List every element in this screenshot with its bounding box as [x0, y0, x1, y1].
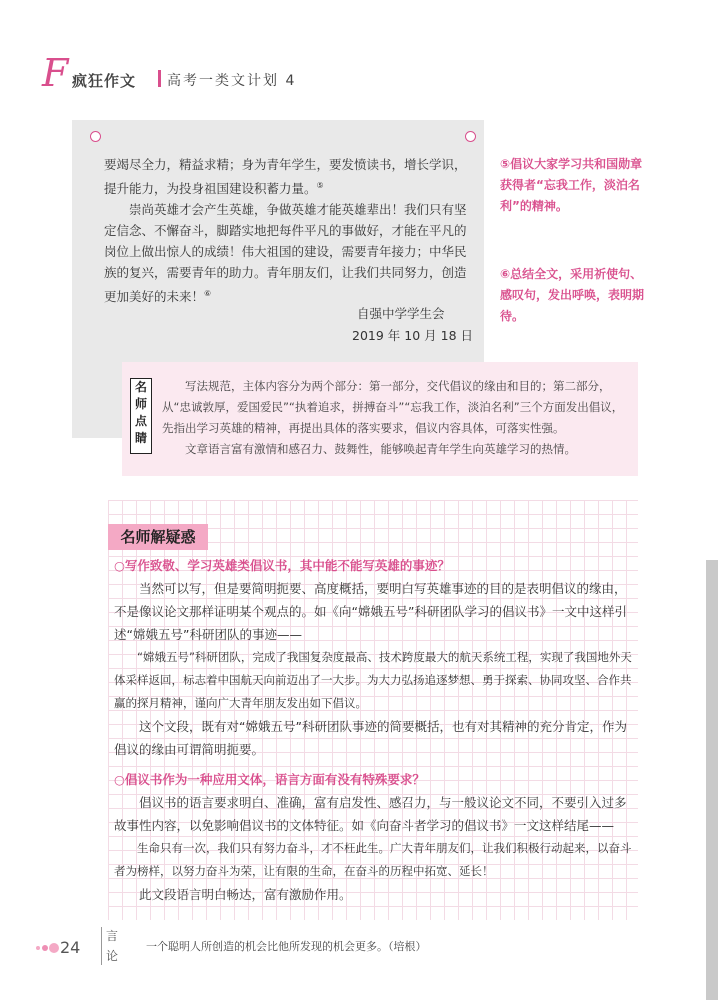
side-note-text: ⑤倡议大家学习共和国勋章获得者“忘我工作，淡泊名利”的精神。 — [500, 157, 643, 213]
section-label: 名师解疑惑 — [108, 524, 208, 550]
header-divider — [158, 70, 161, 87]
letter-paragraph: 崇尚英雄才会产生英雄，争做英雄才能英雄辈出！我们只有坚定信念、不懈奋斗，脚踏实地把每件平凡的事做好，才能在平凡的岗位上做出惊人的成绩！伟大祖国的建设，需要青年接力；中华民族的复兴，需要青年的助力。青年朋友们，让我们共同努力，创造更加美好的未来！ — [104, 202, 467, 305]
qa-block-2 — [114, 768, 634, 906]
footer-quote: 一个聪明人所创造的机会比他所发现的机会更多。（培根） — [146, 940, 427, 953]
answer-paragraph: 当然可以写，但是要简明扼要、高度概括，要明白写英雄事迹的目的是表明倡议的缘由，不是像议论文那样证明某个观点的。如《向“嫦娥五号”科研团队学习的倡议书》一文中这样引述“嫦娥五号”科研团队的事迹—— — [114, 581, 627, 642]
side-note — [500, 154, 650, 217]
annotation-marker: ⑥ — [204, 289, 212, 299]
comment-tag-char: 点 — [134, 414, 147, 428]
footer-label-char: 言 — [106, 929, 119, 943]
answer-paragraph: 这个文段，既有对“嫦娥五号”科研团队事迹的简要概括，也有对其精神的充分肯定，作为倡议的缘由可谓简明扼要。 — [114, 719, 627, 757]
comment-paragraph: 写法规范，主体内容分为两个部分：第一部分，交代倡议的缘由和目的；第二部分，从“忠诚敦厚，爱国爱民”“执着追求，拼搏奋斗”“忘我工作，淡泊名利”三个方面发出倡议，先指出学习英雄的精神，再提出具体的落实要求，倡议内容具体，可落实性强。 — [162, 379, 624, 435]
question-heading: ○倡议书作为一种应用文体，语言方面有没有特殊要求？ — [114, 772, 425, 787]
side-note-text: ⑥总结全文，采用祈使句、感叹句，发出呼唤，表明期待。 — [500, 267, 645, 323]
brand-name: 疯狂作文 — [72, 72, 137, 90]
qa-block-1 — [114, 554, 634, 761]
question-heading: ○写作致敬、学习英雄类倡议书，其中能不能写英雄的事迹？ — [114, 558, 450, 573]
brand-logo-letter: F — [42, 51, 69, 95]
annotation-marker: ⑤ — [316, 181, 324, 190]
comment-paragraph: 文章语言富有激情和感召力、鼓舞性，能够唤起青年学生向英雄学习的热情。 — [185, 442, 576, 456]
letter-date: 2019 年 10 月 18 日 — [352, 328, 473, 343]
comment-body — [162, 376, 626, 460]
letter-body — [104, 154, 474, 307]
answer-paragraph: 倡议书的语言要求明白、准确，富有启发性、感召力，与一般议论文不同，不要引入过多故事性内容，以免影响倡议书的文体特征。如《向奋斗者学习的倡议书》一文这样结尾—— — [114, 795, 627, 833]
footer-divider — [101, 927, 102, 965]
binder-hole-icon — [90, 131, 101, 142]
footer-label — [106, 926, 118, 966]
comment-tag-char: 师 — [134, 397, 147, 411]
letter-signature: 自强中学学生会 — [357, 306, 445, 321]
comment-tag — [130, 378, 152, 454]
answer-quote: 生命只有一次，我们只有努力奋斗，才不枉此生。广大青年朋友们，让我们积极行动起来，以奋斗者为榜样，以努力奋斗为荣，让有限的生命，在奋斗的历程中拓宽、延长！ — [114, 841, 632, 878]
footer-label-char: 论 — [106, 949, 119, 963]
series-title: 高考一类文计划 4 — [167, 73, 297, 89]
page-edge-tab — [706, 560, 718, 1000]
letter-paragraph: 要竭尽全力，精益求精；身为青年学生，要发愤读书，增长学识，提升能力，为投身祖国建设积蓄力量。 — [104, 157, 467, 197]
answer-quote: “嫦娥五号”科研团队，完成了我国复杂度最高、技术跨度最大的航天系统工程，实现了我国地外天体采样返回，标志着中国航天向前迈出了一大步。为大力弘扬追逐梦想、勇于探索、协同攻坚、合作共赢的探月精神，谨向广大青年朋友发出如下倡议。 — [114, 650, 632, 710]
page-number: 24 — [60, 938, 81, 957]
side-note — [500, 264, 650, 327]
binder-hole-icon — [465, 131, 476, 142]
answer-paragraph: 此文段语言明白畅达，富有激励作用。 — [139, 887, 352, 902]
comment-tag-char: 睛 — [134, 431, 147, 445]
comment-tag-char: 名 — [134, 380, 147, 394]
